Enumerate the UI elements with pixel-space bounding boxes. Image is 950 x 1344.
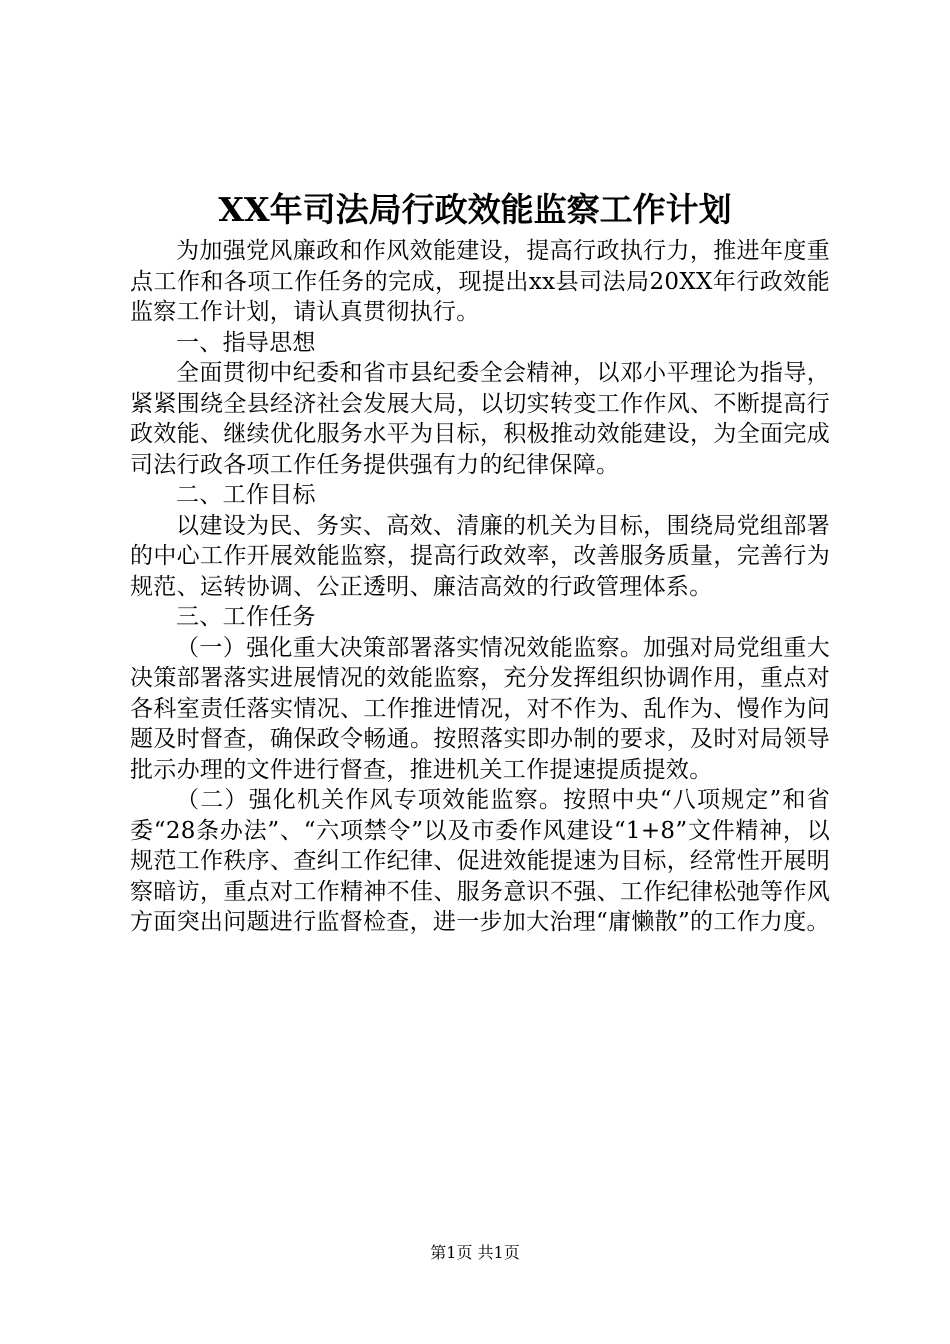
document-body <box>130 236 830 938</box>
section-heading-work-tasks: 三、工作任务 <box>176 604 316 630</box>
section-heading-work-goals: 二、工作目标 <box>176 482 316 508</box>
page-footer: 第1页 共1页 <box>430 1243 520 1262</box>
document-title: XX年司法局行政效能监察工作计划 <box>218 190 732 229</box>
intro-paragraph: 为加强党风廉政和作风效能建设，提高行政执行力，推进年度重点工作和各项工作任务的完成，现提出xx县司法局20XX年行政效能监察工作计划，请认真贯彻执行。 <box>130 238 830 325</box>
section-paragraph: 全面贯彻中纪委和省市县纪委全会精神，以邓小平理论为指导，紧紧围绕全县经济社会发展大局，以切实转变工作作风、不断提高行政效能、继续优化服务水平为目标，积极推动效能建设，为全面完成司法行政各项工作任务提供强有力的纪律保障。 <box>130 360 830 478</box>
section-heading-guiding-ideology: 一、指导思想 <box>176 329 316 356</box>
section-paragraph: （二）强化机关作风专项效能监察。按照中央“八项规定”和省委“28条办法”、“六项禁令”以及市委作风建设“1+8”文件精神，以规范工作秩序、查纠工作纪律、促进效能提速为目标，经常性开展明察暗访，重点对工作精神不佳、服务意识不强、工作纪律松弛等作风方面突出问题进行监督检查，进一步加大治理“庸懒散”的工作力度。 <box>130 787 830 935</box>
section-paragraph: （一）强化重大决策部署落实情况效能监察。加强对局党组重大决策部署落实进展情况的效能监察，充分发挥组织协调作用，重点对各科室责任落实情况、工作推进情况，对不作为、乱作为、慢作为问题及时督查，确保政令畅通。按照落实即办制的要求，及时对局领导批示办理的文件进行督查，推进机关工作提速提质提效。 <box>130 634 830 783</box>
section-paragraph: 以建设为民、务实、高效、清廉的机关为目标，围绕局党组部署的中心工作开展效能监察，提高行政效率，改善服务质量，完善行为规范、运转协调、公正透明、廉洁高效的行政管理体系。 <box>130 512 830 600</box>
